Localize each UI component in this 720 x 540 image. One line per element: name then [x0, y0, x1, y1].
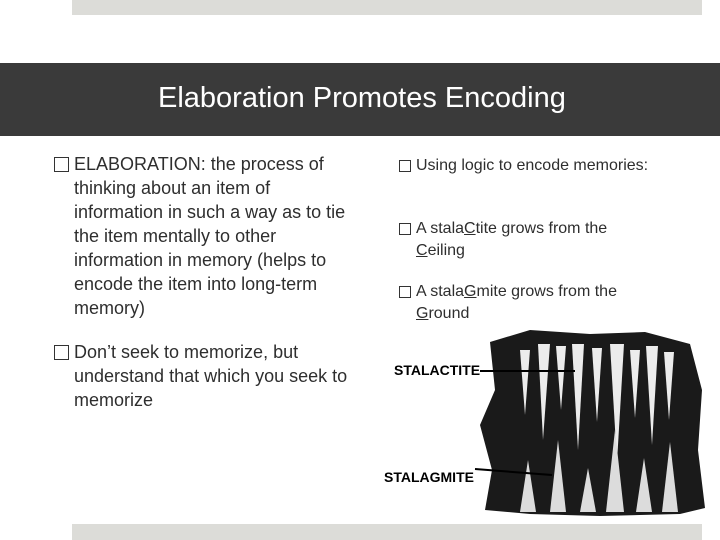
text-part: round: [428, 305, 470, 322]
text-part: A stala: [416, 283, 465, 300]
text-part: A stala: [416, 220, 465, 237]
left-bullet-elaboration: [74, 152, 359, 320]
stalactite-label: STALACTITE: [394, 362, 481, 378]
cave-illustration: [380, 330, 710, 520]
text-key-letter: G: [416, 305, 429, 322]
text-key-letter: G: [464, 283, 477, 300]
right-bullet-logic: [416, 155, 686, 177]
bullet-box-icon: [54, 157, 69, 172]
bullet-box-icon: [399, 223, 411, 235]
text-part: mite grows from the: [476, 283, 617, 300]
text-part: eiling: [427, 242, 465, 259]
top-decor-bar: [72, 0, 702, 15]
bullet-box-icon: [399, 286, 411, 298]
slide-title: Elaboration Promotes Encoding: [158, 82, 566, 114]
right-bullet-1-text: Using logic to encode memories:: [416, 157, 649, 174]
stalagmite-label: STALAGMITE: [384, 469, 474, 485]
left-bullet-1-text: ELABORATION: the process of thinking about an item of information in such a way as to tie the item mentally to other information in memory (helps to encode the item into long-term memory): [74, 154, 346, 318]
text-part: tite grows from the: [475, 220, 608, 237]
bullet-box-icon: [399, 160, 411, 172]
bullet-box-icon: [54, 345, 69, 360]
text-key-letter: C: [464, 220, 476, 237]
right-bullet-stalactite: [416, 218, 686, 262]
bottom-decor-bar: [72, 524, 702, 540]
right-bullet-stalagmite: [416, 281, 686, 325]
left-bullet-memorize: [74, 340, 359, 412]
text-key-letter: C: [416, 242, 428, 259]
left-bullet-2-text: Don’t seek to memorize, but understand that which you seek to memorize: [74, 342, 348, 410]
